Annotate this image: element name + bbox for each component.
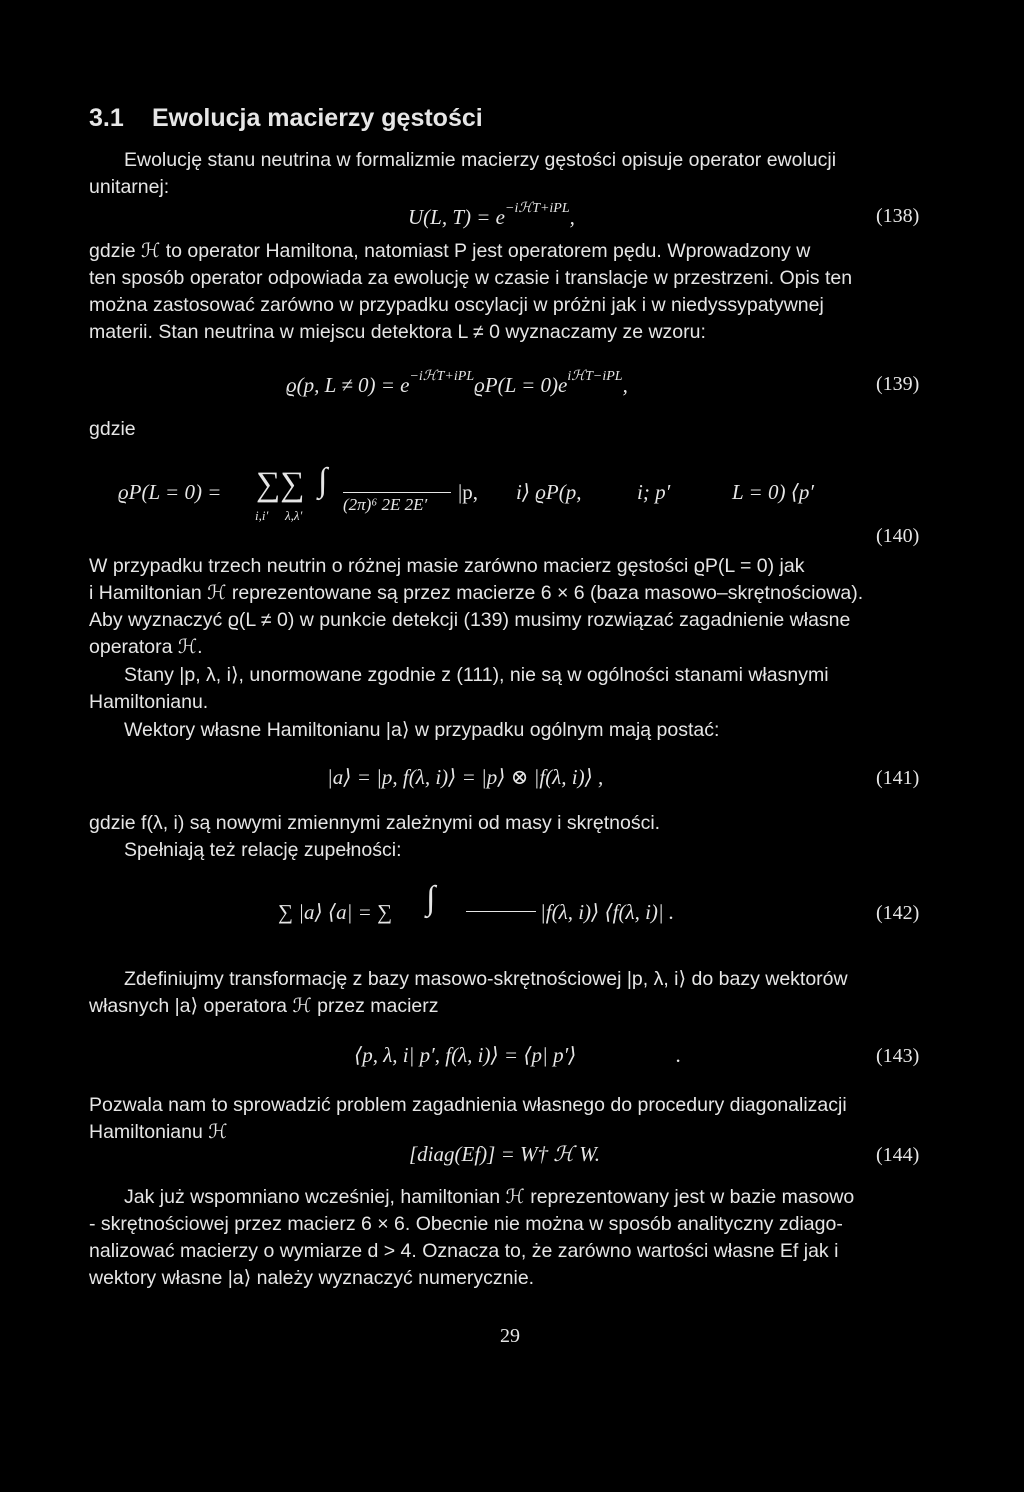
section-number: 3.1 [89,104,124,132]
equation-141: |a⟩ = |p, f(λ, i)⟩ = |p⟩ ⊗ |f(λ, i)⟩ , [327,765,604,789]
equation-143: ⟨p, λ, i| p′, f(λ, i)⟩ = ⟨p| p′⟩ [354,1043,577,1067]
page-number: 29 [500,1325,520,1347]
equation-144: [diag(Ef)] = W† ℋ W. [409,1142,601,1166]
equation-exponent: −iℋT+iPL [505,201,570,216]
equation-138 [408,201,575,230]
equation-label: (138) [876,205,920,227]
equation-body: U(L, T) = e [408,205,506,229]
equation-body-mid: ϱP(L = 0)e [474,373,568,397]
paragraph-line: materii. Stan neutrina w miejscu detektora L ≠ 0 wyznaczamy ze wzoru: [89,321,706,343]
equation-142-lhs: ∑ |a⟩ ⟨a| = ∑ [278,900,393,924]
section-title: Ewolucja macierzy gęstości [152,104,483,132]
equation-tail: . [676,1043,682,1067]
paragraph-line: Hamiltonianu ℋ [89,1121,228,1143]
paragraph-line: nalizować macierzy o wymiarze d > 4. Oznacza to, że zarówno wartości własne Ef jak i [89,1240,839,1262]
equation-140-lhs: ϱP(L = 0) = [118,480,222,504]
equation-label: (143) [876,1045,920,1067]
equation-ket: L = 0) ⟨p′ [732,480,815,504]
paragraph-line: Spełniają też relację zupełności: [124,839,402,861]
paragraph-line: i Hamiltonian ℋ reprezentowane są przez macierze 6 × 6 (baza masowo–skrętnościowa). [89,582,864,604]
paragraph-line: Stany |p, λ, i⟩, unormowane zgodnie z (111), nie są w ogólności stanami własnymi [124,664,829,686]
summation-index: λ,λ′ [285,508,303,523]
equation-142-rhs: |f(λ, i)⟩ ⟨f(λ, i)| . [540,900,675,924]
equation-ket: |p, [458,480,478,504]
equation-label: (142) [876,902,920,924]
equation-body: ϱ(p, L ≠ 0) = e [286,373,410,397]
equation-tail: , [622,373,628,397]
equation-139 [286,369,628,398]
paragraph-line: Jak już wspomniano wcześniej, hamiltonian ℋ reprezentowany jest w bazie masowo [124,1186,855,1208]
equation-tail: , [569,205,575,229]
paragraph-line: gdzie [89,418,136,440]
equation-exponent: iℋT−iPL [567,369,623,384]
paragraph-line: - skrętnościowej przez macierz 6 × 6. Obecnie nie można w sposób analityczny zdiago- [89,1213,843,1235]
summation-symbols: ∑∑ [256,466,305,503]
equation-label: (139) [876,373,920,395]
equation-ket: i⟩ ϱP(p, [516,480,582,504]
paragraph-line: Zdefiniujmy transformację z bazy masowo-skrętnościowej |p, λ, i⟩ do bazy wektorów [124,968,848,990]
equation-label: (144) [876,1144,920,1166]
paragraph-line: własnych |a⟩ operatora ℋ przez macierz [89,995,439,1017]
paragraph-line: Hamiltonianu. [89,691,209,713]
paragraph-line: można zastosować zarówno w przypadku oscylacji w próżni jak i w niedyssypatywnej [89,294,824,316]
paragraph-line: ten sposób operator odpowiada za ewolucję w czasie i translacje w przestrzeni. Opis ten [89,267,853,289]
equation-exponent: −iℋT+iPL [409,369,475,384]
paragraph-line: operatora ℋ. [89,636,203,658]
fraction-bar [466,911,536,912]
fraction-denominator: (2π)⁶ 2E 2E′ [343,495,428,514]
integral-symbol: ∫ [426,880,436,917]
paragraph-line: W przypadku trzech neutrin o różnej masie zarówno macierz gęstości ϱP(L = 0) jak [89,555,805,577]
paragraph-line: Wektory własne Hamiltonianu |a⟩ w przypadku ogólnym mają postać: [124,719,720,741]
paragraph-line: unitarnej: [89,176,170,198]
paragraph-line: Aby wyznaczyć ϱ(L ≠ 0) w punkcie detekcji (139) musimy rozwiązać zagadnienie własne [89,609,851,631]
paragraph-line: gdzie ℋ to operator Hamiltona, natomiast P jest operatorem pędu. Wprowadzony w [89,240,811,262]
equation-label: (140) [876,525,920,547]
paragraph-line: Pozwala nam to sprowadzić problem zagadnienia własnego do procedury diagonalizacji [89,1094,847,1116]
equation-label: (141) [876,767,920,789]
fraction-bar [343,492,451,493]
equation-ket: i; p′ [637,480,671,504]
paragraph-line: wektory własne |a⟩ należy wyznaczyć numerycznie. [89,1267,535,1289]
paragraph-line: gdzie f(λ, i) są nowymi zmiennymi zależnymi od masy i skrętności. [89,812,661,834]
integral-symbol: ∫ [318,462,328,499]
summation-index: i,i′ [255,508,269,523]
paragraph-line: Ewolucję stanu neutrina w formalizmie macierzy gęstości opisuje operator ewolucji [124,149,837,171]
